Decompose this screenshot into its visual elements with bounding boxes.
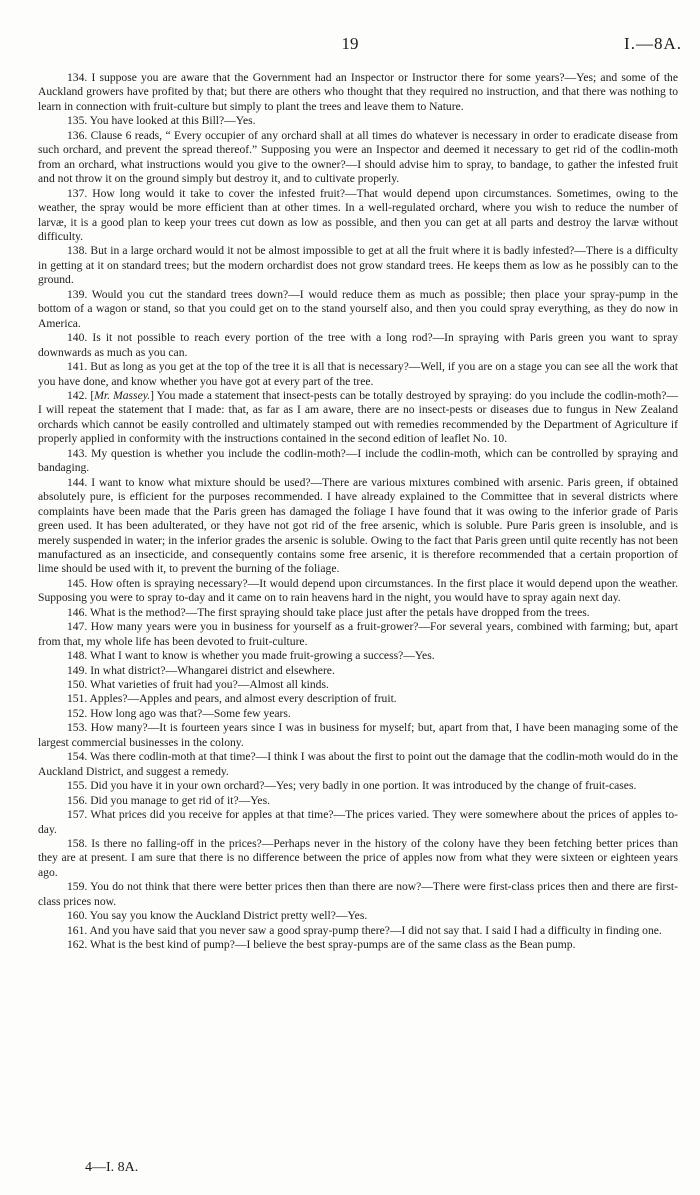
paragraph-text: 158. Is there no falling-off in the prices?—Perhaps never in the history of the colony have they been fetching better prices than they are at present. I am sure that there is no difference between the price of apples now from what they were sixteen or eighteen years ago. — [38, 837, 678, 879]
paragraph-text: 138. But in a large orchard would it not be almost impossible to get at all the fruit where it is badly infested?—There is a difficulty in getting at it on standard trees; but the modern orchardist does not grow standard trees. He keeps them as low as he possibly can to the ground. — [38, 244, 678, 287]
paragraph-text: 144. I want to know what mixture should be used?—There are various mixtures combined with arsenic. Paris green, if obtained absolutely pure, is efficient for the purposes recommended. I have already explained to the Committee that in several districts where complaints have been made that the Paris green has damaged the foliage I have found that it was owing to the inferior grade of Paris green used. It has been adulterated, or they have not got rid of the free arsenic, which is soluble. Pure Paris green is insoluble, and is merely suspended in water; in the inferior grades the arsenic is soluble. Owing to the fact that Paris green until quite recently has not been manufactured as an insecticide, and consequently contains some free arsenic, it is therefore recommended that a certain proportion of lime should be used with it, to prevent the burning of the foliage. — [38, 475, 678, 576]
paragraph-text: 140. Is it not possible to reach every portion of the tree with a long rod?—In spraying with Paris green you want to spray downwards as much as you can. — [38, 331, 678, 359]
question-paragraph — [38, 71, 678, 114]
printer-signature: 4—I. 8A. — [85, 1160, 139, 1175]
paragraph-text: 161. And you have said that you never saw a good spray-pump there?—I did not say that. I said I had a difficulty in finding one. — [67, 923, 662, 937]
paragraph-text: 153. How many?—It is fourteen years since I was in business for myself; but, apart from that, I have been managing some of the largest commercial businesses in the colony. — [38, 721, 678, 749]
document-reference: I.—8A. — [624, 34, 682, 53]
paragraph-text: 151. Apples?—Apples and pears, and almost every description of fruit. — [67, 692, 397, 706]
question-paragraph — [38, 360, 678, 389]
question-paragraph — [38, 678, 678, 692]
paragraph-text: 157. What prices did you receive for apples at that time?—The prices varied. They were somewhere about the prices of apples to-day. — [38, 808, 678, 836]
paragraph-text: 141. But as long as you get at the top of the tree it is all that is necessary?—Well, if you are on a stage you can see all the work that you have done, and know whether you have got at every part of the tree. — [38, 360, 678, 388]
question-paragraph — [38, 808, 678, 837]
question-paragraph — [38, 692, 678, 706]
question-paragraph — [38, 606, 678, 620]
question-paragraph — [38, 707, 678, 721]
paragraph-text: 135. You have looked at this Bill?—Yes. — [67, 114, 256, 128]
paragraph-text: 156. Did you manage to get rid of it?—Yes. — [67, 793, 270, 807]
speaker-name: Mr. Massey. — [94, 388, 151, 402]
paragraph-text: 148. What I want to know is whether you made fruit-growing a success?—Yes. — [67, 649, 435, 663]
page-number: 19 — [341, 34, 359, 53]
question-paragraph — [38, 779, 678, 793]
paragraph-text: 154. Was there codlin-moth at that time?—I think I was about the first to point out the damage that the codlin-moth would do in the Auckland District, and suggest a remedy. — [38, 750, 678, 778]
question-paragraph — [38, 129, 678, 187]
question-paragraph — [38, 389, 678, 447]
paragraph-text: 155. Did you have it in your own orchard?—Yes; very badly in one portion. It was introduced by the change of fruit-cases. — [67, 779, 637, 793]
paragraph-text: 162. What is the best kind of pump?—I believe the best spray-pumps are of the same class as the Bean pump. — [67, 938, 576, 952]
question-paragraph — [38, 938, 678, 952]
question-paragraph — [38, 909, 678, 923]
paragraph-text: ] You made a statement that insect-pests can be totally destroyed by spraying: do you include the codlin-moth?—I will repeat the statement that I made: that, as far as I am aware, there are no insect-pests or diseases due to fungus in New Zealand orchards which cannot be easily controlled and ultimately stamped out with remedies recommended by the Department of Agriculture if properly applied in conformity with the instructions contained in the second edition of leaflet No. 10. — [38, 388, 678, 446]
question-paragraph — [38, 331, 678, 360]
question-paragraph — [38, 880, 678, 909]
question-paragraph — [38, 187, 678, 245]
paragraph-text: 160. You say you know the Auckland District pretty well?—Yes. — [67, 909, 368, 923]
paragraph-text: 149. In what district?—Whangarei district and elsewhere. — [67, 663, 335, 677]
question-paragraph — [38, 649, 678, 663]
question-paragraph — [38, 288, 678, 331]
question-paragraph — [38, 620, 678, 649]
question-paragraph — [38, 476, 678, 577]
paragraph-text: 145. How often is spraying necessary?—It would depend upon circumstances. In the first place it would depend upon the weather. Supposing you were to spray to-day and it came on to rain heavens hard in the night, you would have to spray again next day. — [38, 576, 678, 605]
testimony-body — [38, 71, 678, 953]
paragraph-text: 143. My question is whether you include the codlin-moth?—I include the codlin-moth, which can be controlled by spraying and bandaging. — [38, 446, 678, 475]
question-paragraph — [38, 664, 678, 678]
question-paragraph — [38, 114, 678, 128]
paragraph-text: 136. Clause 6 reads, “ Every occupier of any orchard shall at all times do whatever is necessary in order to eradicate disease from such orchard, and prevent the spread thereof.” Supposing you were an Inspector and deemed it necessary to get rid of the codlin-moth from an orchard, what instructions would you give to the owner?—I should advise him to spray, to bandage, to gather the infested fruit and not throw it on the ground simply but destroy it, and to cultivate properly. — [38, 128, 678, 186]
paragraph-text: 139. Would you cut the standard trees down?—I would reduce them as much as possible; then place your spray-pump in the bottom of a wagon or stand, so that you could get on to the stand yourself also, and then you could spray everything, as they do now in America. — [38, 287, 678, 330]
question-paragraph — [38, 244, 678, 287]
question-prefix: 142. [ — [67, 388, 95, 402]
question-paragraph — [38, 721, 678, 750]
question-paragraph — [38, 924, 678, 938]
paragraph-text: 134. I suppose you are aware that the Government had an Inspector or Instructor there for some years?—Yes; and some of the Auckland growers have profited by that; but there are others who thought that they required no instruction, and that there was nothing to learn in connection with fruit-culture but simply to plant the trees and leave them to Nature. — [38, 71, 678, 113]
paragraph-text: 150. What varieties of fruit had you?—Almost all kinds. — [67, 678, 329, 692]
question-paragraph — [38, 750, 678, 779]
question-paragraph — [38, 794, 678, 808]
paragraph-text: 137. How long would it take to cover the infested fruit?—That would depend upon circumstances. Sometimes, owing to the weather, the spray would be more efficient than at other times. In a well-regulated orchard, where you wish to reduce the number of larvæ, it is a good plan to keep your trees cut down as low as possible, and then you can get at all parts and destroy the larvæ without difficulty. — [38, 186, 678, 243]
question-paragraph — [38, 837, 678, 880]
paragraph-text: 146. What is the method?—The first spraying should take place just after the petals have dropped from the trees. — [67, 605, 590, 619]
paragraph-text: 147. How many years were you in business for yourself as a fruit-grower?—For several years, combined with farming; but, apart from that, my whole life has been devoted to fruit-culture. — [38, 620, 678, 648]
paragraph-text: 159. You do not think that there were better prices then than there are now?—There were first-class prices then and there are first-class prices now. — [38, 880, 678, 908]
question-paragraph — [38, 447, 678, 476]
question-paragraph — [38, 577, 678, 606]
paragraph-text: 152. How long ago was that?—Some few years. — [67, 706, 291, 720]
